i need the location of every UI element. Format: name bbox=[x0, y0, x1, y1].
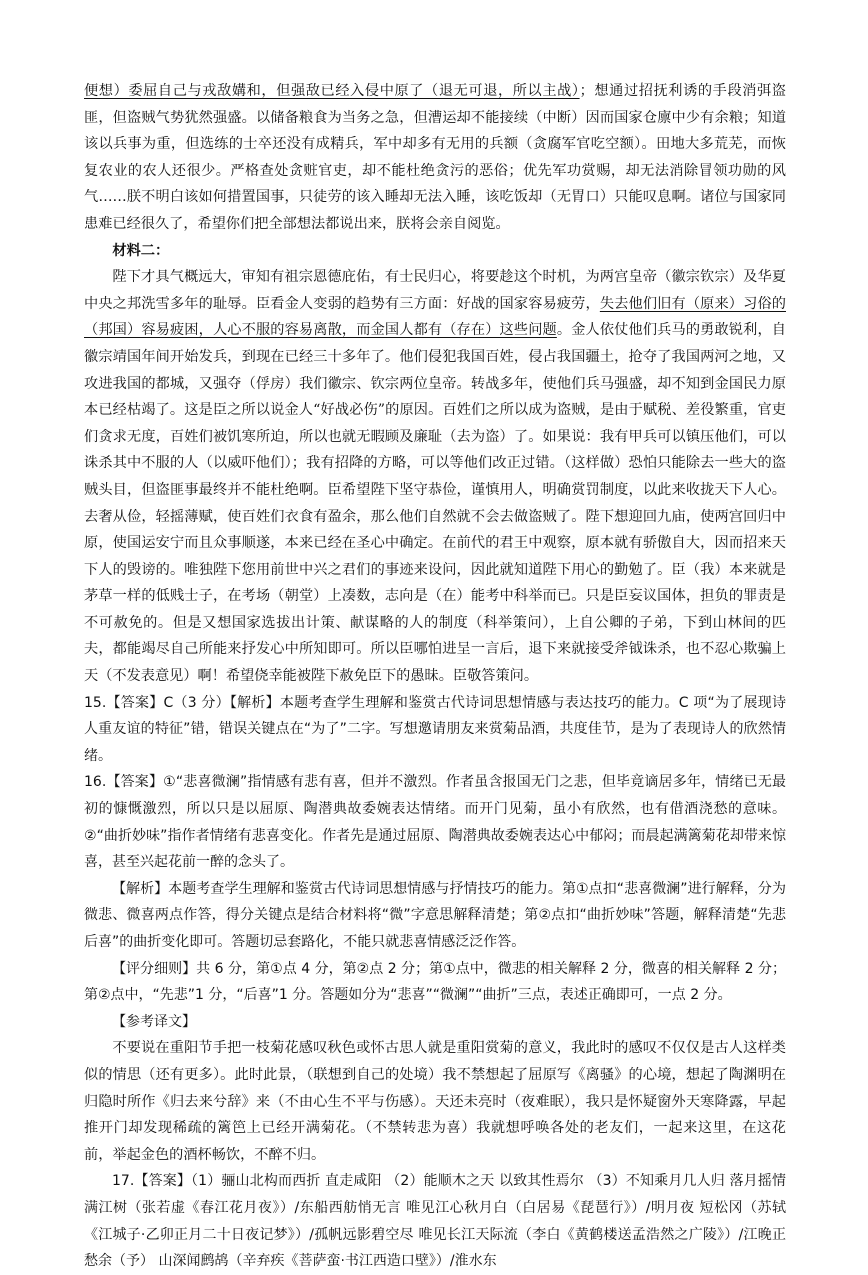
document-page bbox=[84, 78, 786, 1275]
q16-answer: 16.【答案】①“悲喜微澜”指情感有悲有喜，但并不激烈。作者虽含报国无门之悲，但毕竟谪居多年，情绪已无最初的慷慨激烈，所以只是以屈原、陶潜典故委婉表达情绪。而开门见菊，虽小有欣然，也有借酒浇愁的意味。②“曲折妙味”指作者情绪有悲喜变化。作者先是通过屈原、陶潜典故委婉表达心中郁闷；而晨起满篱菊花却带来惊喜，甚至兴起花前一醉的念头了。 bbox=[84, 774, 786, 871]
q16-analysis: 【解析】本题考查学生理解和鉴赏古代诗词思想情感与抒情技巧的能力。第①点扣“悲喜微澜”进行解释，分为微悲、微喜两点作答，得分关键点是结合材料将“微”字意思解释清楚；第②点扣“曲折妙味”答题，解释清楚“先悲后喜”的曲折变化即可。答题切忌套路化，不能只就悲喜情感泛泛作答。 bbox=[84, 880, 786, 950]
material2-part2: 。金人依仗他们兵马的勇敢锐利，自徽宗靖国年间开始发兵，到现在已经三十多年了。他们侵犯我国百姓，侵占我国疆土，抢夺了我国两河之地，又攻进我国的都城，又强夺（俘房）我们徽宗、钦宗两位皇帝。转战多年，使他们兵马强盛，却不知到金国民力原本已经枯竭了。这是臣之所以说金人“好战必伤”的原因。百姓们之所以成为盗贼，是由于赋税、差役繁重，官吏们贪求无度，百姓们被饥寒所迫，所以也就无暇顾及廉耻（去为盗）了。如果说：我有甲兵可以镇压他们，可以诛杀其中不服的人（以威吓他们）；我有招降的方略，可以等他们改正过错。（这样做）恐怕只能除去一些大的盗贼头目，但盗匪事最终并不能杜绝啊。臣希望陛下坚守恭俭，谨慎用人，明确赏罚制度，以此来收拢天下人心。去奢从俭，轻摇薄赋，使百姓们衣食有盈余，那么他们自然就不会去做盗贼了。陛下想迎回九庙，使两宫回归中原，使国运安宁而且众事顺遂，本来已经在圣心中确定。在前代的君王中观察，原本就有骄傲自大，因而招来天下人的毁谤的。唯独陛下您用前世中兴之君们的事迹来设问，因此就知道陛下用心的勤勉了。臣（我）本来就是茅草一样的低贱士子，在考场（朝堂）上凑数，志向是（在）能考中科举而已。只是臣妄议国体，担负的罪责是不可赦免的。但是又想国家选拔出计策、献谋略的人的制度（科举策问），上自公卿的子弟，下到山林间的匹夫，都能竭尽自己所能来抒发心中所知即可。所以臣哪怕进呈一言后，退下来就接受斧钺诛杀，也不忍心欺骗上天（不发表意见）啊！希望侥幸能被陛下赦免臣下的愚昧。臣敬答策问。 bbox=[84, 322, 786, 685]
material2-underlined: 失去他们旧有（原来）习俗的（邦国）容易疲困，人心不服的容易离散，而金国人都有（存在）这些问题 bbox=[84, 295, 786, 339]
q15-answer: 15.【答案】C（3 分）【解析】本题考查学生理解和鉴赏古代诗词思想情感与表达技巧的能力。C 项“为了展现诗人重友谊的特征”错，错误关键点在“为了”二字。写想邀请朋友来赏菊品酒，共度佳节，是为了表现诗人的欣然情绪。 bbox=[84, 694, 786, 764]
q16-translation: 不要说在重阳节手把一枝菊花感叹秋色或怀古思人就是重阳赏菊的意义，我此时的感叹不仅仅是古人这样类似的情思（还有更多）。此时此景，（联想到自己的处境）我不禁想起了屈原写《离骚》的心境，想起了陶渊明在归隐时所作《归去来兮辞》来（不由心生不平与伤感）。天还未亮时（夜难眠），我只是怀疑窗外天寒降露，早起推开门却发现稀疏的篱笆上已经开满菊花。（不禁转悲为喜）我就想呼唤各处的老友们，一起来这里，在这花前，举起金色的酒杯畅饮，不醉不归。 bbox=[84, 1040, 786, 1163]
material1-tail bbox=[84, 78, 786, 238]
q16-reference-heading: 【参考译文】 bbox=[112, 1013, 196, 1030]
q17-answer: 17.【答案】（1）骊山北构而西折 直走咸阳 （2）能顺木之天 以致其性焉尔 （3）不知乘月几人归 落月摇情满江树（张若虚《春江花月夜》）/东船西舫悄无言 唯见江心秋月白（白居易《琵琶行》）/明月夜 短松冈（苏轼《江城子·乙卯正月二十日夜记梦》）/孤帆远影碧空尽 唯见长江天际流（李白《黄鹤楼送孟浩然之广陵》）/江晚正愁余（予） 山深闻鹧鸪（辛弃疾《菩萨蛮·书江西造口壁》）/淮水东 bbox=[84, 1173, 786, 1270]
material2-part1: 陛下才具气概远大，审知有祖宗恩德庇佑，有士民归心，将要趁这个时机，为两宫皇帝（徽宗钦宗）及华夏中央之邦洗雪多年的耻辱。臣看金人变弱的趋势有三方面：好战的国家容易疲劳， bbox=[84, 269, 786, 312]
material2-heading: 材料二： bbox=[112, 242, 170, 259]
q16-scoring: 【评分细则】共 6 分，第①点 4 分，第②点 2 分；第①点中，微悲的相关解释 2 分，微喜的相关解释 2 分；第②点中，“先悲”1 分，“后喜”1 分。答题如分为“悲喜”“微澜”“曲折”三点，表述正确即可，一点 2 分。 bbox=[84, 960, 786, 1004]
material1-text: ；想通过招抚利诱的手段消弭盗匪，但盗贼气势犹然强盛。以储备粮食为当务之急，但漕运却不能接续（中断）因而国家仓廪中少有余粮；知道该以兵事为重，但选练的士卒还没有成精兵，军中却多有无用的兵额（贪腐军官吃空额）。田地大多荒芜，而恢复农业的农人还很少。严格查处贪赃官吏，却不能杜绝贪污的恶俗；优先军功赏赐，却无法消除冒领功勋的风气……朕不明白该如何措置国事，只徒劳的该入睡却无法入睡，该吃饭却（无胃口）只能叹息啊。诸位与国家同患难已经很久了，希望你们把全部想法都说出来，朕将会亲自阅览。 bbox=[84, 83, 786, 232]
material1-underlined: 便想）委屈自己与戎敌媾和，但强敌已经入侵中原了（退无可退，所以主战） bbox=[84, 83, 580, 99]
material2-body bbox=[84, 264, 786, 690]
